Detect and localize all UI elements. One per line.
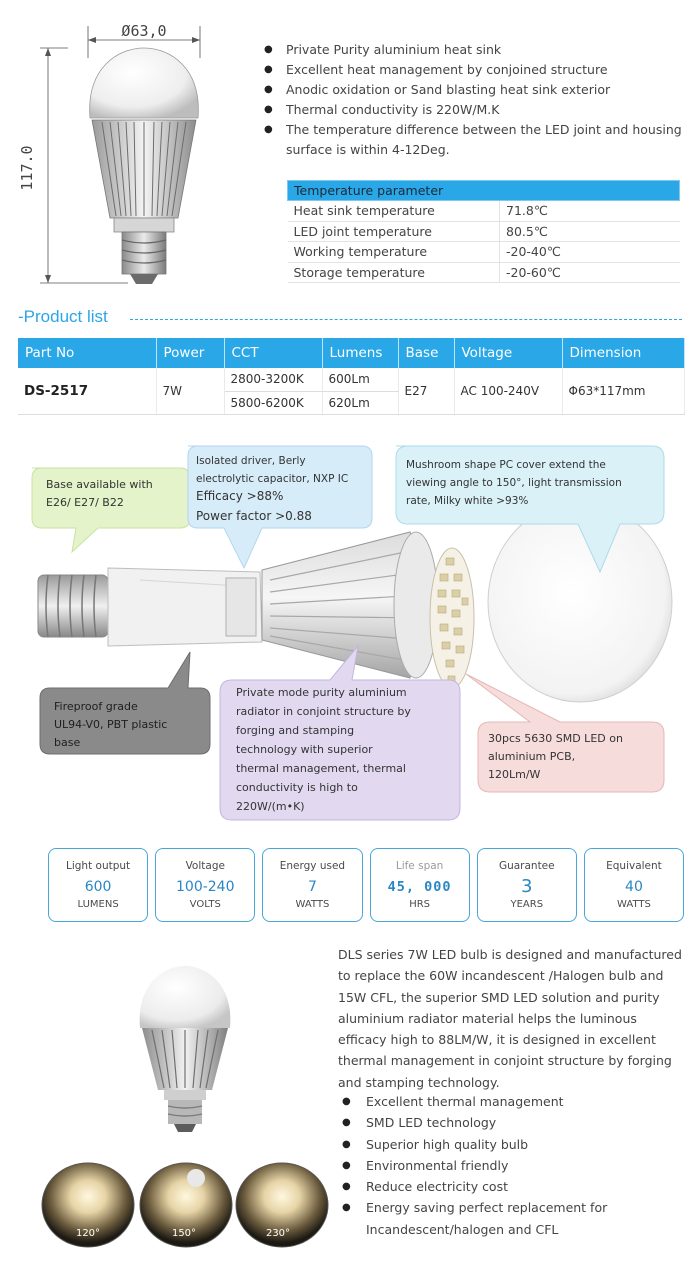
spec-value: 600 [84, 879, 112, 895]
spec-unit: WATTS [295, 899, 330, 910]
col-cct: CCT [224, 338, 322, 368]
feature-item: ● Anodic oxidation or Sand blasting heat sink exterior [262, 80, 682, 100]
spec-equivalent [584, 848, 684, 922]
table-row [18, 368, 685, 391]
spec-value: 3 [521, 876, 533, 897]
benefit-item: ● Environmental friendly [340, 1155, 685, 1176]
callout-led-line: aluminium PCB, [488, 750, 576, 763]
table-row [288, 201, 680, 222]
col-dimension: Dimension [562, 338, 685, 368]
spec-value: 7 [307, 879, 317, 895]
callout-driver-line: Efficacy >88% [196, 489, 284, 503]
callout-base-line: E26/ E27/ B22 [46, 496, 124, 509]
callout-radiator-line: radiator in conjoint structure by [236, 705, 411, 718]
cct-cell: 5800-6200K [224, 391, 322, 414]
feature-item: ● The temperature difference between the LED joint and housing surface is within 4-12Deg. [262, 120, 682, 160]
callout-radiator-line: forging and stamping [236, 724, 355, 737]
lumens-cell: 600Lm [322, 368, 398, 391]
height-label: 117.0 [18, 145, 36, 191]
callout-led-line: 30pcs 5630 SMD LED on [488, 732, 623, 745]
spec-value: 45, 000 [387, 879, 452, 895]
spec-unit: HRS [409, 899, 431, 910]
feature-list [262, 40, 682, 160]
spec-light-output [48, 848, 148, 922]
spec-unit: WATTS [617, 899, 651, 910]
beam-angle-label: 230° [265, 1228, 291, 1239]
benefit-item: ● Superior high quality bulb [340, 1134, 685, 1155]
spec-label: Voltage [185, 860, 225, 872]
spec-value: 100-240 [176, 879, 235, 895]
callout-driver-line: Power factor >0.88 [196, 509, 312, 523]
callout-plastic-line: base [54, 736, 81, 749]
temp-value: 71.8℃ [500, 201, 680, 222]
exploded-view-diagram [0, 440, 700, 835]
callout-radiator-line: Private mode purity aluminium [236, 686, 407, 699]
voltage-cell: AC 100-240V [454, 368, 562, 414]
temperature-table [287, 180, 680, 283]
col-voltage: Voltage [454, 338, 562, 368]
cct-cell: 2800-3200K [224, 368, 322, 391]
callout-driver-line: Isolated driver, Berly [196, 455, 306, 467]
table-row [288, 242, 680, 263]
callout-radiator-line: technology with superior [236, 743, 373, 756]
callout-cover-line: rate, Milky white >93% [406, 495, 529, 507]
benefit-item: ● Energy saving perfect replacement for Incandescent/halogen and CFL [340, 1197, 685, 1240]
lumens-cell: 620Lm [322, 391, 398, 414]
callout-radiator-line: 220W/(m•K) [236, 800, 305, 813]
product-table-header [18, 338, 685, 368]
callout-plastic-line: Fireproof grade [54, 700, 138, 713]
bulb-product-image [130, 960, 240, 1135]
table-row [288, 262, 680, 283]
base-cell: E27 [398, 368, 454, 414]
spec-label: Guarantee [498, 860, 555, 872]
callout-plastic-line: UL94-V0, PBT plastic [54, 718, 168, 731]
feature-item: ● Thermal conductivity is 220W/M.K [262, 100, 682, 120]
part-no-cell: DS-2517 [18, 368, 156, 414]
callout-cover-line: Mushroom shape PC cover extend the [406, 459, 606, 471]
beam-angle-label: 150° [171, 1228, 197, 1239]
temp-label: Heat sink temperature [288, 201, 500, 222]
spec-guarantee [477, 848, 577, 922]
callout-radiator-line: conductivity is high to [236, 781, 358, 794]
temp-label: Working temperature [288, 242, 500, 263]
col-lumens: Lumens [322, 338, 398, 368]
product-description: DLS series 7W LED bulb is designed and manufactured to replace the 60W incandescent /Halogen bulb and 15W CFL, the superior SMD LED solution and purity aluminium radiator material helps the luminous efficacy high to 88LM/W, it is designed in excellent thermal management in conjoint structure by forging and stamping technology. [338, 947, 682, 1090]
beam-angle-label: 120° [75, 1228, 101, 1239]
spec-label: Equivalent [606, 860, 662, 872]
benefit-item: ● SMD LED technology [340, 1112, 685, 1133]
temp-label: Storage temperature [288, 262, 500, 283]
spec-unit: LUMENS [77, 899, 119, 910]
spec-unit: YEARS [510, 899, 544, 910]
product-list-heading [18, 307, 682, 329]
temp-value: -20-60℃ [500, 262, 680, 283]
spec-energy-used [262, 848, 362, 922]
spec-unit: VOLTS [189, 899, 221, 910]
feature-item: ● Excellent heat management by conjoined structure [262, 60, 682, 80]
heading-divider [130, 319, 682, 320]
benefit-item: ● Reduce electricity cost [340, 1176, 685, 1197]
product-list-title: -Product list [18, 307, 108, 326]
spec-label: Life span [395, 860, 444, 872]
col-part-no: Part No [18, 338, 156, 368]
spec-label: Light output [65, 860, 131, 872]
callout-radiator-line: thermal management, thermal [236, 762, 406, 775]
beam-angle-images [38, 1160, 338, 1250]
temp-value: -20-40℃ [500, 242, 680, 263]
bulb-technical-drawing [18, 18, 238, 298]
callout-cover-line: viewing angle to 150°, light transmission [406, 477, 622, 489]
spec-life-span [370, 848, 470, 922]
col-base: Base [398, 338, 454, 368]
temp-value: 80.5℃ [500, 221, 680, 242]
feature-item: ● Private Purity aluminium heat sink [262, 40, 682, 60]
benefit-item: ● Excellent thermal management [340, 1091, 685, 1112]
benefit-list [340, 1091, 685, 1240]
callout-base-line: Base available with [46, 478, 153, 491]
table-row [288, 221, 680, 242]
callout-led-line: 120Lm/W [488, 768, 541, 781]
spec-voltage [155, 848, 255, 922]
col-power: Power [156, 338, 224, 368]
temp-label: LED joint temperature [288, 221, 500, 242]
temperature-table-header: Temperature parameter [288, 181, 680, 201]
spec-summary-row [48, 848, 684, 922]
product-table [18, 338, 685, 415]
spec-value: 40 [625, 879, 643, 895]
power-cell: 7W [156, 368, 224, 414]
diameter-label: Ø63,0 [121, 22, 167, 40]
spec-label: Energy used [279, 860, 346, 872]
dimension-cell: Φ63*117mm [562, 368, 685, 414]
callout-driver-line: electrolytic capacitor, NXP IC [196, 473, 349, 485]
